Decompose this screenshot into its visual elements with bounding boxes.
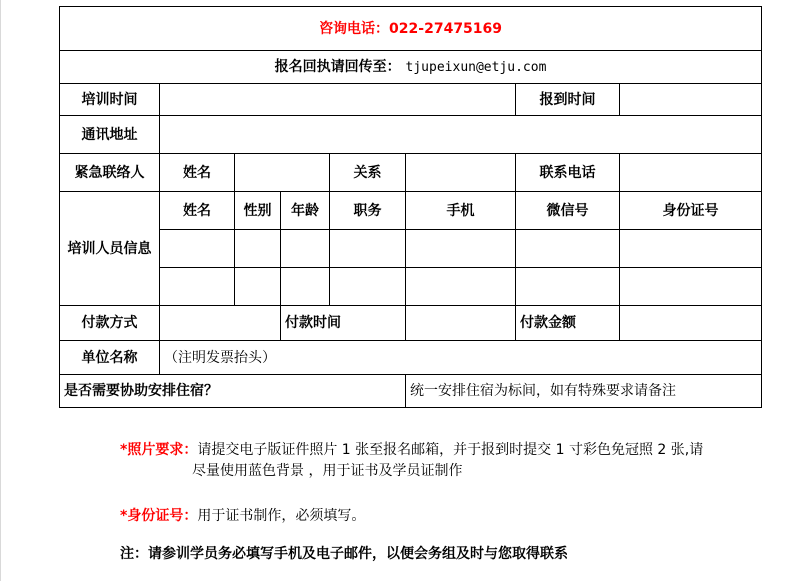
return-label: 报名回执请回传至：: [274, 58, 401, 75]
address-row: [60, 116, 762, 154]
photo-requirement-label: *照片要求：: [120, 442, 198, 458]
trainee-wechat-field[interactable]: [516, 268, 620, 306]
unit-name-label: 单位名称: [60, 341, 160, 375]
trainee-row: [60, 230, 762, 268]
payment-amount-label: 付款金额: [516, 306, 620, 341]
relation-label: 关系: [330, 154, 406, 192]
trainee-id-field[interactable]: [620, 230, 762, 268]
page-edge: [0, 0, 1, 581]
emergency-name-field[interactable]: [235, 154, 330, 192]
payment-time-field[interactable]: [406, 306, 516, 341]
trainee-row: [60, 268, 762, 306]
trainee-gender-field[interactable]: [235, 230, 281, 268]
return-email-cell: [60, 51, 762, 84]
payment-method-field[interactable]: [160, 306, 281, 341]
emergency-contact-label: 紧急联络人: [60, 154, 160, 192]
trainee-mobile-field[interactable]: [406, 230, 516, 268]
registration-form-table: [59, 6, 762, 408]
unit-row: [60, 341, 762, 375]
fax-row: [60, 51, 762, 84]
accommodation-question: 是否需要协助安排住宿？: [60, 375, 406, 408]
trainee-position-field[interactable]: [330, 230, 406, 268]
training-time-label: 培训时间: [60, 84, 160, 116]
address-label: 通讯地址: [60, 116, 160, 154]
emergency-row: [60, 154, 762, 192]
photo-requirement: [120, 440, 703, 460]
trainee-position-field[interactable]: [330, 268, 406, 306]
col-position: 职务: [330, 192, 406, 230]
checkin-time-field[interactable]: [620, 84, 762, 116]
trainee-name-field[interactable]: [160, 268, 235, 306]
id-requirement-text: 用于证书制作，必须填写。: [197, 508, 366, 524]
consult-phone: 咨询电话：022-27475169: [60, 7, 762, 51]
contact-phone-field[interactable]: [620, 154, 762, 192]
payment-amount-field[interactable]: [620, 306, 762, 341]
trainee-header-row: [60, 192, 762, 230]
accommodation-note: 统一安排住宿为标间，如有特殊要求请备注: [406, 375, 762, 408]
col-name: 姓名: [160, 192, 235, 230]
training-time-row: [60, 84, 762, 116]
training-time-field[interactable]: [160, 84, 516, 116]
payment-method-label: 付款方式: [60, 306, 160, 341]
contact-phone-label: 联系电话: [516, 154, 620, 192]
col-wechat: 微信号: [516, 192, 620, 230]
trainee-age-field[interactable]: [281, 268, 330, 306]
col-age: 年龄: [281, 192, 330, 230]
relation-field[interactable]: [406, 154, 516, 192]
id-requirement: [120, 506, 365, 526]
trainee-age-field[interactable]: [281, 230, 330, 268]
final-note: 注：请参训学员务必填写手机及电子邮件，以便会务组及时与您取得联系: [120, 546, 568, 562]
trainee-id-field[interactable]: [620, 268, 762, 306]
return-email: tjupeixun@etju.com: [405, 59, 547, 75]
trainee-wechat-field[interactable]: [516, 230, 620, 268]
payment-row: [60, 306, 762, 341]
unit-name-field[interactable]: （注明发票抬头）: [160, 341, 762, 375]
photo-requirement-text: 请提交电子版证件照片 1 张至报名邮箱，并于报到时提交 1 寸彩色免冠照 2 张,请: [197, 442, 704, 458]
accommodation-row: [60, 375, 762, 408]
address-field[interactable]: [160, 116, 762, 154]
photo-requirement-continued: 尽量使用蓝色背景 ，用于证书及学员证制作: [192, 463, 463, 479]
col-gender: 性别: [235, 192, 281, 230]
checkin-time-label: 报到时间: [516, 84, 620, 116]
payment-time-label: 付款时间: [281, 306, 406, 341]
phone-row: [60, 7, 762, 51]
trainee-info-label: 培训人员信息: [60, 192, 160, 306]
trainee-name-field[interactable]: [160, 230, 235, 268]
id-requirement-label: *身份证号：: [120, 508, 198, 524]
col-mobile: 手机: [406, 192, 516, 230]
col-id-number: 身份证号: [620, 192, 762, 230]
trainee-gender-field[interactable]: [235, 268, 281, 306]
trainee-mobile-field[interactable]: [406, 268, 516, 306]
emergency-name-label: 姓名: [160, 154, 235, 192]
